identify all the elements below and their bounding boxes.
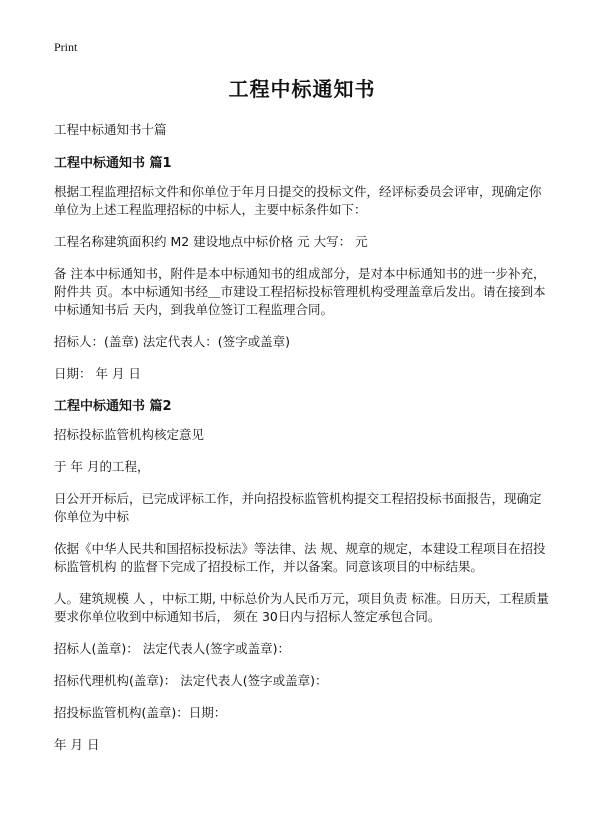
section-1-paragraph-3: 备 注本中标通知书，附件是本中标通知书的组成部分，是对本中标通知书的进一步补充，附件共 页。本中标通知书经＿市建设工程招标投标管理机构受理盖章后发出。请在接到本中标通知书后 天内，到我单位签订工程监理合同。: [54, 266, 546, 317]
document-subtitle: 工程中标通知书十篇: [54, 122, 167, 137]
section-2-paragraph-2: 于 年 月的工程，: [54, 459, 150, 474]
section-2-paragraph-1: 招标投标监管机构核定意见: [54, 427, 205, 442]
section-1-paragraph-2: 工程名称建筑面积约 M2 建设地点中标价格 元 大写： 元: [54, 234, 368, 249]
section-2-paragraph-8: 招投标监管机构(盖章)：日期：: [54, 705, 227, 720]
section-2-paragraph-7: 招标代理机构(盖章)： 法定代表人(签字或盖章)：: [54, 673, 328, 688]
section-1-paragraph-5: 日期： 年 月 日: [54, 366, 141, 381]
section-2-paragraph-5: 人。建筑规模 人 ，中标工期, 中标总价为人民币万元，项目负责 标准。日历天，工程质量要求你单位收到中标通知书后， 须在 30日内与招标人签定承包合同。: [54, 591, 549, 624]
section-1-paragraph-1: 根据工程监理招标文件和你单位于年月日提交的投标文件，经评标委员会评审，现确定你单位为上述工程监理招标的中标人，主要中标条件如下：: [54, 184, 542, 217]
section-2-paragraph-4: 依据《中华人民共和国招标投标法》等法律、法 规、规章的规定，本建设工程项目在招投标监管机构 的监督下完成了招投标工作，并以备案。同意该项目的中标结果。: [54, 541, 546, 574]
section-heading-1: 工程中标通知书 篇1: [54, 156, 172, 171]
document-title: 工程中标通知书: [228, 77, 376, 101]
section-2-paragraph-6: 招标人(盖章)： 法定代表人(签字或盖章)：: [54, 641, 290, 656]
section-2-paragraph-3: 日公开开标后，已完成评标工作，并向招投标监管机构提交工程招投标书面报告，现确定你单位为中标: [54, 491, 542, 524]
section-1-paragraph-4: 招标人：(盖章) 法定代表人：(签字或盖章): [54, 334, 290, 349]
print-label: Print: [54, 40, 78, 54]
section-2-paragraph-9: 年 月 日: [54, 737, 100, 752]
section-heading-2: 工程中标通知书 篇2: [54, 399, 172, 414]
